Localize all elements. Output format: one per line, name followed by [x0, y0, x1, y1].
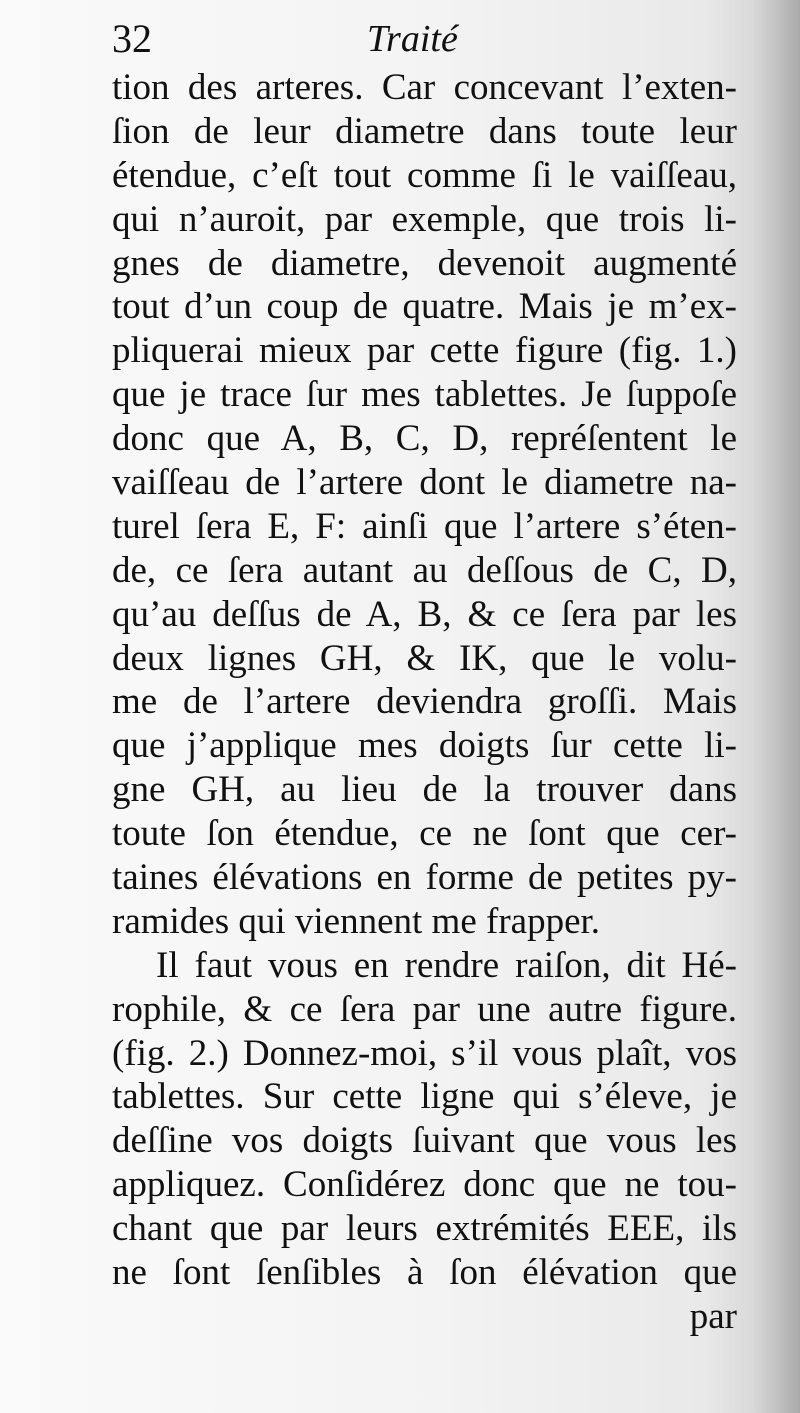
text-line: tion des arteres. Car concevant l’exten- [112, 67, 737, 108]
text-line: vaiſſeau de l’artere dont le diametre na- [112, 462, 737, 504]
text-line: que j’applique mes doigts ſur cette li- [112, 725, 737, 767]
page-edge-shadow [752, 0, 800, 1413]
text-line: taines élévations en forme de petites py- [112, 857, 737, 899]
text-line: gnes de diametre, devenoit augmenté [112, 242, 737, 284]
text-line: étendue, c’eſt tout comme ſi le vaiſſeau, [112, 154, 737, 196]
catchword: par [689, 1295, 737, 1337]
text-line: appliquez. Conſidérez donc que ne tou- [112, 1164, 737, 1206]
text-line: ramides qui viennent me frapper. [112, 900, 601, 942]
text-line: pliquerai mieux par cette figure (fig. 1.) [112, 330, 737, 372]
text-line: deſſine vos doigts ſuivant que vous les [112, 1120, 737, 1162]
text-line: me de l’artere deviendra groſſi. Mais [112, 681, 737, 723]
text-line: rophile, & ce ſera par une autre figure. [112, 988, 737, 1030]
text-line: tout d’un coup de quatre. Mais je m’ex- [112, 286, 737, 328]
text-line: toute ſon étendue, ce ne ſont que cer- [112, 813, 737, 855]
page-number: 32 [112, 16, 152, 61]
text-line: tablettes. Sur cette ligne qui s’éleve, je [112, 1076, 737, 1118]
text-line: qu’au deſſus de A, B, & ce ſera par les [112, 593, 737, 635]
text-line: Il faut vous en rendre raiſon, dit Hé- [156, 944, 737, 986]
text-line: ne ſont ſenſibles à ſon élévation que [112, 1252, 737, 1294]
running-title: Traité [367, 18, 458, 60]
text-line: que je trace ſur mes tablettes. Je ſuppoſe [112, 374, 737, 416]
text-line: (fig. 2.) Donnez-moi, s’il vous plaît, vos [112, 1032, 737, 1074]
text-line: gne GH, au lieu de la trouver dans [112, 769, 737, 811]
page-header [112, 14, 732, 64]
text-line: donc que A, B, C, D, repréſentent le [112, 418, 737, 460]
body-text [112, 66, 737, 1339]
text-line: ſion de leur diametre dans toute leur [112, 110, 737, 152]
text-line: chant que par leurs extrémités EEE, ils [112, 1208, 737, 1250]
text-line: qui n’auroit, par exemple, que trois li- [112, 198, 737, 240]
text-line: turel ſera E, F: ainſi que l’artere s’éten- [112, 505, 737, 547]
text-line: de, ce ſera autant au deſſous de C, D, [112, 549, 737, 591]
text-line: deux lignes GH, & IK, que le volu- [112, 637, 737, 679]
